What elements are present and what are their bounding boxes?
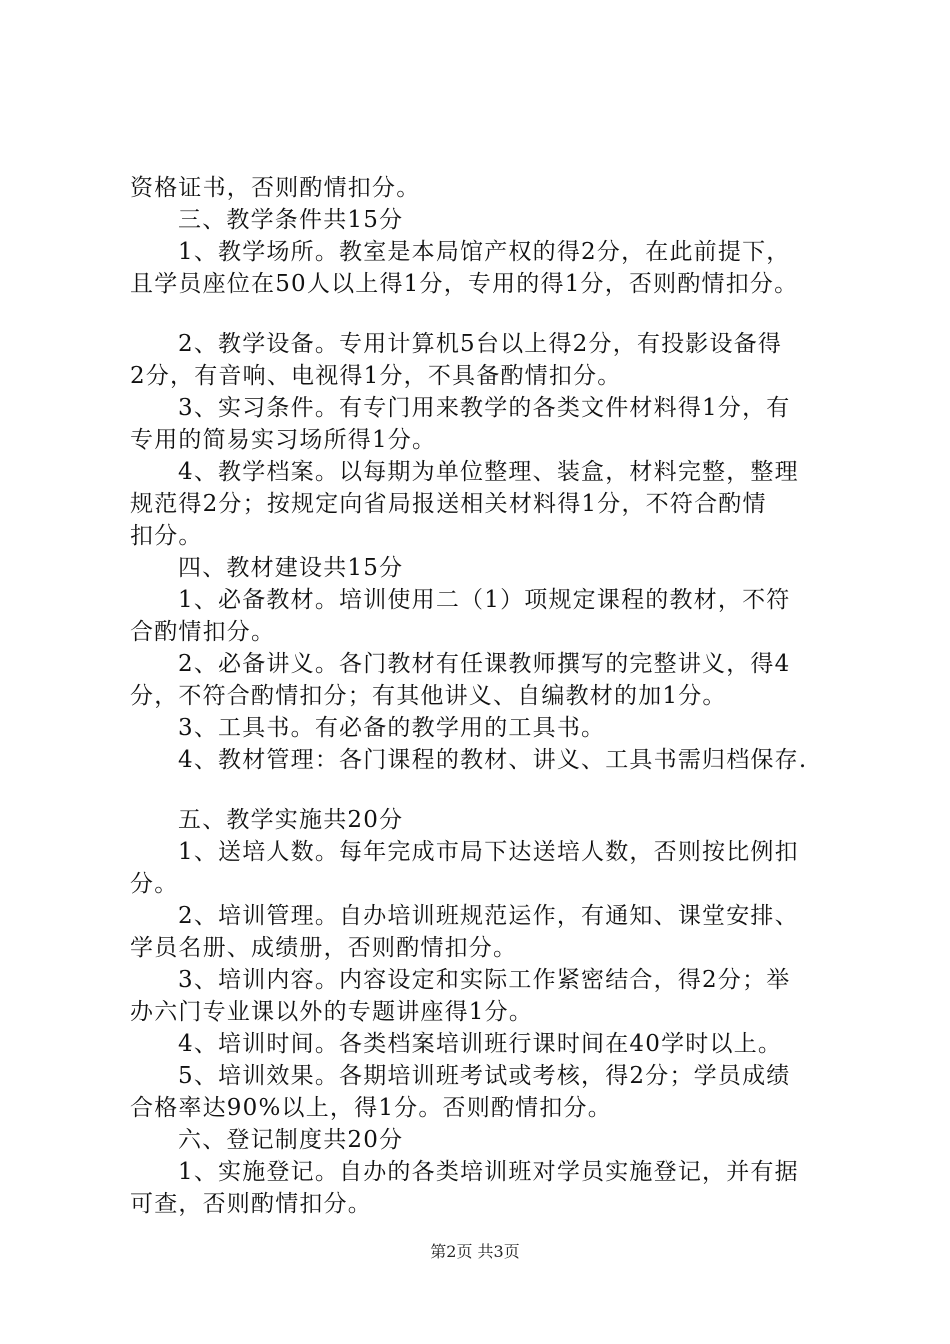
blank-line: [130, 776, 842, 804]
text-line: 4、教材管理：各门课程的教材、讲义、工具书需归档保存.: [178, 747, 808, 773]
text-line: 资格证书，否则酌情扣分。: [130, 175, 421, 201]
text-line: 3、工具书。有必备的教学用的工具书。: [178, 715, 606, 741]
text-line: 五、教学实施共20分: [178, 807, 404, 833]
text-line: 2、必备讲义。各门教材有任课教师撰写的完整讲义，得4: [178, 651, 791, 677]
text-line: 3、实习条件。有专门用来教学的各类文件材料得1分，有: [178, 395, 791, 421]
text-line: 2、培训管理。自办培训班规范运作，有通知、课堂安排、: [178, 903, 799, 929]
blank-line: [130, 300, 842, 328]
text-line: 扣分。: [130, 523, 203, 549]
text-line: 2、教学设备。专用计算机5台以上得2分，有投影设备得: [178, 331, 783, 357]
text-line: 专用的简易实习场所得1分。: [130, 427, 437, 453]
text-line: 合格率达90%以上，得1分。否则酌情扣分。: [130, 1095, 612, 1121]
text-line: 三、教学条件共15分: [178, 207, 404, 233]
text-line: 4、教学档案。以每期为单位整理、装盒，材料完整，整理: [178, 459, 799, 485]
text-line: 5、培训效果。各期培训班考试或考核，得2分；学员成绩: [178, 1063, 791, 1089]
text-line: 办六门专业课以外的专题讲座得1分。: [130, 999, 534, 1025]
text-line: 规范得2分；按规定向省局报送相关材料得1分，不符合酌情: [130, 491, 767, 517]
document-body: [130, 172, 842, 1220]
text-line: 可查，否则酌情扣分。: [130, 1191, 372, 1217]
text-line: 且学员座位在50人以上得1分，专用的得1分，否则酌情扣分。: [130, 271, 799, 297]
text-line: 合酌情扣分。: [130, 619, 276, 645]
page-footer: 第2页 共3页: [430, 1242, 520, 1261]
text-line: 学员名册、成绩册，否则酌情扣分。: [130, 935, 518, 961]
text-line: 分。: [130, 871, 179, 897]
text-line: 2分，有音响、电视得1分，不具备酌情扣分。: [130, 363, 622, 389]
text-line: 1、教学场所。教室是本局馆产权的得2分，在此前提下，: [178, 239, 791, 265]
text-line: 四、教材建设共15分: [178, 555, 404, 581]
text-line: 4、培训时间。各类档案培训班行课时间在40学时以上。: [178, 1031, 783, 1057]
text-line: 3、培训内容。内容设定和实际工作紧密结合，得2分；举: [178, 967, 791, 993]
text-line: 分，不符合酌情扣分；有其他讲义、自编教材的加1分。: [130, 683, 727, 709]
text-line: 六、登记制度共20分: [178, 1127, 404, 1153]
text-line: 1、实施登记。自办的各类培训班对学员实施登记，并有据: [178, 1159, 799, 1185]
text-line: 1、必备教材。培训使用二（1）项规定课程的教材，不符: [178, 587, 791, 613]
text-line: 1、送培人数。每年完成市局下达送培人数，否则按比例扣: [178, 839, 799, 865]
